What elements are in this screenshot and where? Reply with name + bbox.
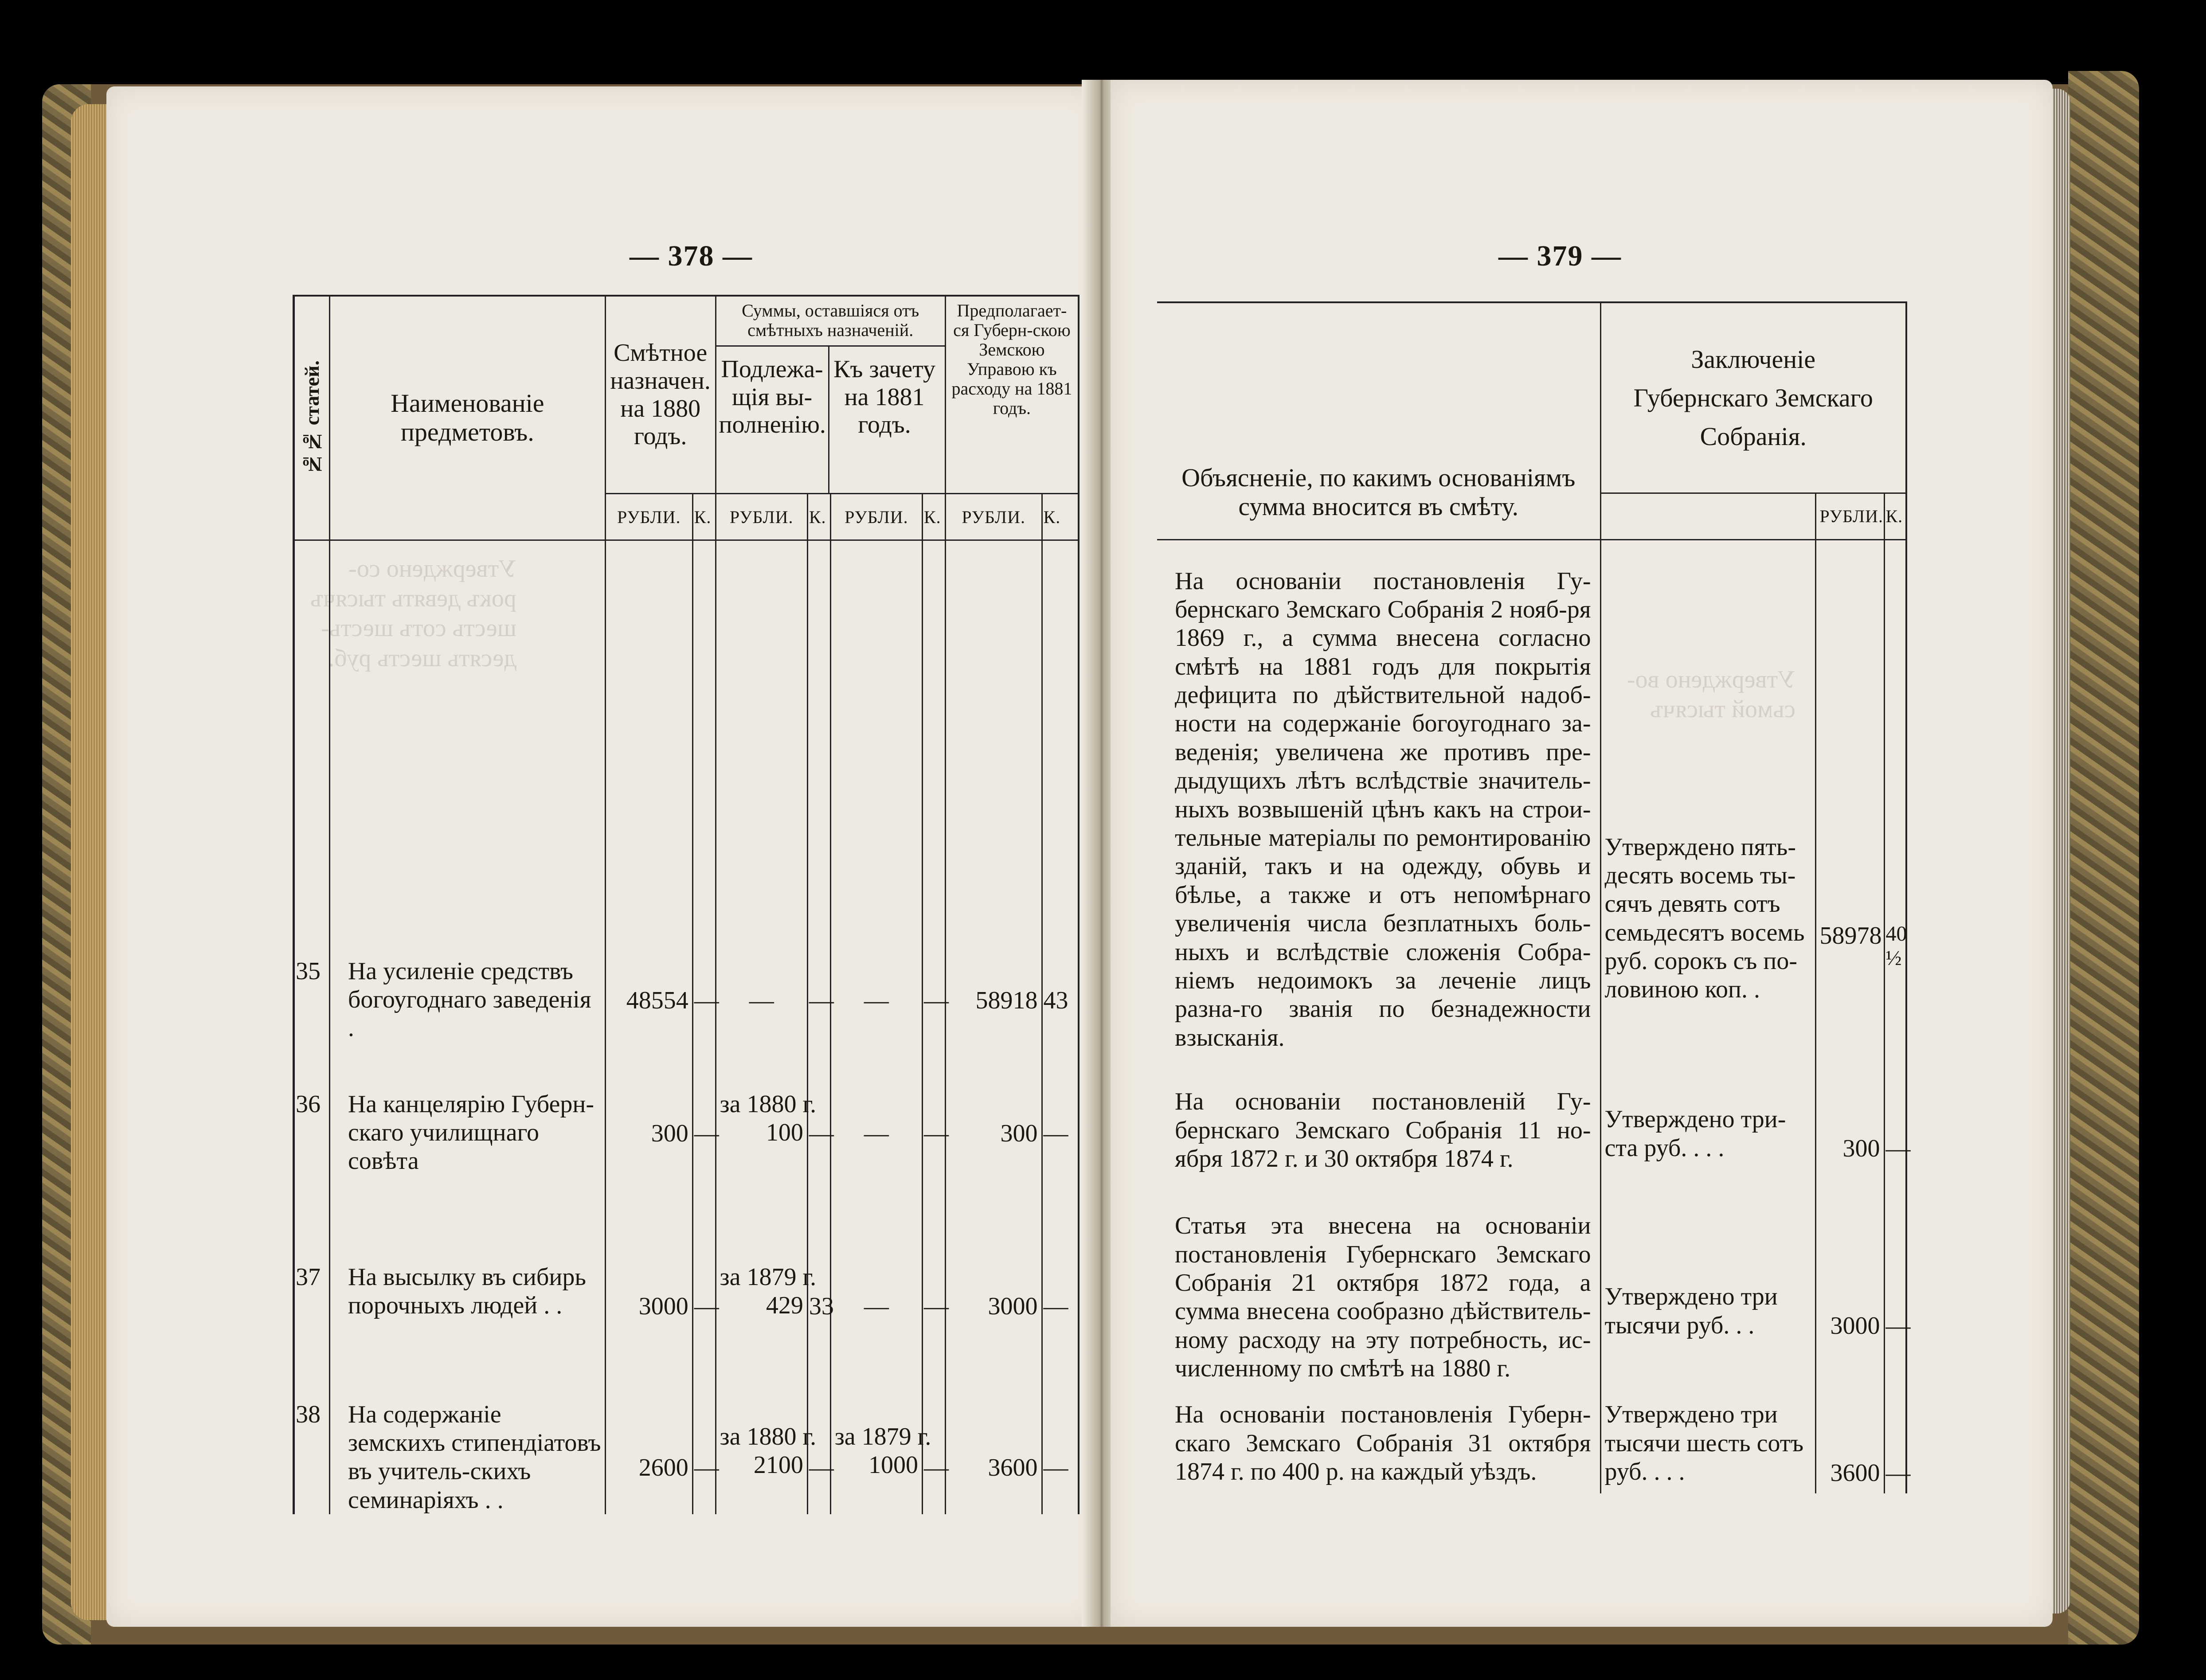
table-row — [1157, 539, 1906, 1052]
explanation-text: На основаніи постановленій Гу-бернскаго Земскаго Собранія 11 но-ября 1872 г. и 30 октября 1874 г. — [1175, 1088, 1591, 1172]
row-number: 37 — [294, 1263, 330, 1374]
unit-kop: К. — [692, 494, 716, 540]
credit-cell — [830, 1374, 931, 1515]
conclusion-rub: 3600 — [1815, 1383, 1884, 1493]
explanation-text: На основаніи постановленія Губерн-скаго Земскаго Собранія 31 октября 1874 г. по 400 р. на каждый уѣздъ. — [1175, 1401, 1591, 1486]
to-pay-kop: — — [807, 1374, 830, 1515]
column-header-explanation: Объясненіе, по какимъ основаніямъ сумма вносится въ смѣту. — [1181, 463, 1576, 521]
proposed-rub: 3000 — [945, 1263, 1042, 1374]
column-header-proposed: Предполагает-ся Губерн-скою Земскою Управою къ расходу на 1881 годъ. — [951, 301, 1072, 418]
estimate-kop: — — [692, 1090, 716, 1263]
unit-rub: РУБЛИ. — [830, 494, 922, 540]
row-name: На высылку въ сибирь порочныхъ людей . . — [329, 1263, 605, 1374]
column-header-credit: Къ зачету на 1881 годъ. — [828, 347, 940, 493]
to-pay-cell — [716, 1090, 817, 1263]
unit-kop: К. — [1884, 493, 1906, 539]
conclusion-text: Утверждено три тысячи шесть сотъ руб. . . . — [1600, 1383, 1815, 1493]
bleed-through-right: Утверждено во- сьмой тысячъ — [1627, 666, 1795, 723]
credit-kop: — — [923, 1090, 946, 1263]
conclusion-kop: — — [1884, 1383, 1906, 1493]
unit-rub: РУБЛИ. — [945, 494, 1042, 540]
credit-rub: — — [830, 1090, 922, 1263]
column-header-estimate: Смѣтное назначен. на 1880 годъ. — [610, 339, 711, 450]
page-number-left: — 378 — — [630, 240, 753, 272]
conclusion-kop: — — [1884, 1052, 1906, 1176]
to-pay-rub: 429 — [766, 1291, 803, 1319]
year-note: за 1880 г. — [720, 1090, 817, 1118]
row-name: На усиленіе средствъ богоугоднаго заведенія . — [329, 957, 605, 1090]
year-note: за 1879 г. — [834, 1422, 931, 1450]
to-pay-rub: 100 — [766, 1118, 803, 1146]
column-header-name: Наименованіе предметовъ. — [391, 389, 544, 446]
bleed-through-left: Утверждено со- рокъ девять тысячъ шесть сотъ шесть- десять шесть руб. — [310, 555, 516, 672]
estimate-rub: 2600 — [605, 1374, 692, 1515]
conclusion-text: Утверждено три тысячи руб. . . — [1600, 1176, 1815, 1383]
page-number-right: — 379 — — [1498, 240, 1622, 272]
table-row — [294, 1263, 1079, 1374]
table-row — [294, 1090, 1079, 1263]
row-number: 38 — [294, 1374, 330, 1515]
to-pay-kop: — — [807, 1090, 830, 1263]
to-pay-cell — [716, 1263, 817, 1374]
credit-kop: — — [923, 1374, 946, 1515]
proposed-rub: 300 — [945, 1090, 1042, 1263]
conclusion-rub: 58978 — [1815, 539, 1884, 1052]
conclusion-rub: 3000 — [1815, 1176, 1884, 1383]
credit-rub: — — [830, 1263, 922, 1374]
cover-edge-right — [2068, 71, 2139, 1645]
table-row — [294, 1374, 1079, 1515]
proposed-kop: — — [1042, 1374, 1079, 1515]
to-pay-rub: 2100 — [753, 1451, 803, 1479]
estimate-rub: 48554 — [605, 957, 692, 1090]
table-row — [1157, 1383, 1906, 1493]
unit-rub: РУБЛИ. — [1815, 493, 1884, 539]
estimate-kop: — — [692, 1374, 716, 1515]
conclusion-kop: 40 ½ — [1884, 539, 1906, 1052]
proposed-kop: — — [1042, 1263, 1079, 1374]
row-number: 35 — [294, 957, 330, 1090]
year-note: за 1880 г. — [720, 1422, 817, 1450]
credit-kop: — — [923, 1263, 946, 1374]
conclusion-kop: — — [1884, 1176, 1906, 1383]
explanation-text: На основаніи постановленія Гу-бернскаго Земскаго Собранія 2 нояб-ря 1869 г., а сумма внесена согласно смѣтѣ на 1881 годъ для покрытія дефицита по дѣйствительной надоб-ности на содержаніе богоугоднаго за-веденія; увеличена же противъ пре-дыдущихъ лѣтъ вслѣдствіе значитель-ныхъ возвышеній цѣнъ какъ на строи-тельные матеріалы по ремонтированію зданій, такъ и на одежду, обувь и бѣлье, а также и отъ непомѣрнаго увеличенія числа безплатныхъ боль-ныхъ и вслѣдствіе сложенія Собра-ніемъ недоимокъ за леченіе лицъ разна-го званія по безнадежности взысканія. — [1175, 567, 1591, 1051]
proposed-kop: 43 — [1042, 957, 1079, 1090]
credit-rub: — — [830, 957, 922, 1090]
conclusion-text: Утверждено три-ста руб. . . . — [1600, 1052, 1815, 1176]
table-row — [1157, 1176, 1906, 1383]
unit-kop: К. — [1042, 494, 1079, 540]
row-number: 36 — [294, 1090, 330, 1263]
conclusion-rub: 300 — [1815, 1052, 1884, 1176]
column-header-conclusion: Заключеніе Губернскаго Земскаго Собранія. — [1633, 344, 1873, 451]
estimate-kop: — — [692, 1263, 716, 1374]
estimate-rub: 3000 — [605, 1263, 692, 1374]
unit-rub: РУБЛИ. — [605, 494, 692, 540]
column-header-no: №№ статей. — [300, 360, 323, 476]
unit-kop: К. — [807, 494, 830, 540]
proposed-rub: 58918 — [945, 957, 1042, 1090]
column-header-to-pay: Подлежа-щія вы-полненію. — [719, 356, 826, 439]
to-pay-kop: 33 — [807, 1263, 830, 1374]
row-name: На содержаніе земскихъ стипендіатовъ въ учитель-скихъ семинаріяхъ . . — [329, 1374, 605, 1515]
to-pay-kop: — — [807, 957, 830, 1090]
row-name: На канцелярію Губерн-скаго училищнаго совѣта — [329, 1090, 605, 1263]
column-header-remaining: Суммы, оставшіяся отъ смѣтныхъ назначеній. — [716, 297, 945, 347]
unit-kop: К. — [923, 494, 946, 540]
proposed-rub: 3600 — [945, 1374, 1042, 1515]
estimate-kop: — — [692, 957, 716, 1090]
to-pay-rub: — — [716, 957, 807, 1090]
estimate-rub: 300 — [605, 1090, 692, 1263]
explanation-text: Статья эта внесена на основаніи постановленія Губернскаго Земскаго Собранія 21 октября 1872 года, а сумма внесена сообразно дѣйствитель-ному расходу на эту потребность, ис-численному по смѣтѣ на 1880 г. — [1175, 1212, 1591, 1383]
conclusion-text: Утверждено пять-десять восемь ты-сячъ девять сотъ семьдесятъ восемь руб. сорокъ съ по-ловиною коп. . — [1600, 539, 1815, 1052]
proposed-kop: — — [1042, 1090, 1079, 1263]
table-row — [1157, 1052, 1906, 1176]
table-row — [294, 957, 1079, 1090]
ledger-table-right — [1157, 301, 1911, 1493]
credit-rub: 1000 — [868, 1451, 918, 1479]
to-pay-cell — [716, 1374, 817, 1515]
credit-kop: — — [923, 957, 946, 1090]
year-note: за 1879 г. — [720, 1263, 817, 1291]
unit-rub: РУБЛИ. — [716, 494, 807, 540]
ledger-table-left — [293, 295, 1080, 1514]
